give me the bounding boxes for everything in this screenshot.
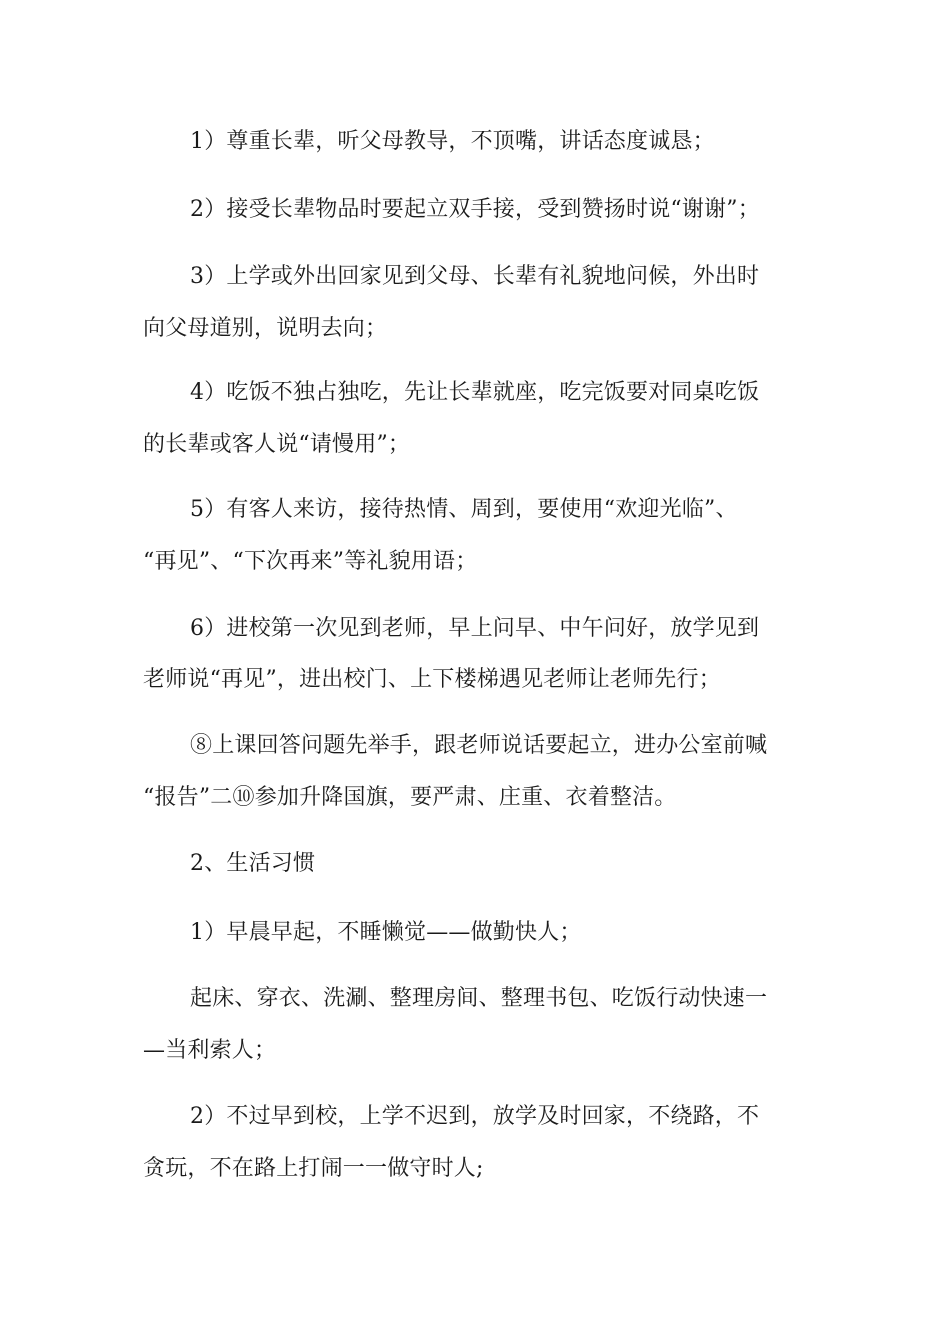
- text-line: 起床、穿衣、洗涮、整理房间、整理书包、吃饭行动快速一: [190, 986, 768, 1011]
- text-line: 2）接受长辈物品时要起立双手接，受到赞扬时说“谢谢”；: [190, 197, 760, 222]
- text-line: 4）吃饭不独占独吃，先让长辈就座，吃完饭要对同桌吃饭: [190, 380, 760, 405]
- text-line: 向父母道别，说明去向；: [143, 316, 388, 341]
- text-line: 贪玩，不在路上打闹一一做守时人;: [143, 1156, 484, 1181]
- text-line: 5）有客人来访，接待热情、周到，要使用“欢迎光临”、: [190, 497, 738, 522]
- section-heading: 2、生活习惯: [190, 851, 316, 876]
- text-line: —当利索人；: [143, 1038, 277, 1063]
- text-line: 6）进校第一次见到老师，早上问早、中午问好，放学见到: [190, 616, 760, 641]
- text-line: 的长辈或客人说“请慢用”；: [143, 432, 411, 457]
- text-line: “再见”、“下次再来”等礼貌用语；: [143, 549, 478, 574]
- text-line: 老师说“再见”，进出校门、上下楼梯遇见老师让老师先行；: [143, 667, 721, 692]
- text-line: ⑧上课回答问题先举手，跟老师说话要起立，进办公室前喊: [190, 733, 768, 758]
- text-line: 1）早晨早起，不睡懒觉——做勤快人；: [190, 920, 582, 945]
- text-line: 1）尊重长辈，听父母教导，不顶嘴，讲话态度诚恳；: [190, 129, 715, 154]
- text-line: 3）上学或外出回家见到父母、长辈有礼貌地问候，外出时: [190, 264, 760, 289]
- text-line: 2）不过早到校，上学不迟到，放学及时回家，不绕路，不: [190, 1104, 760, 1129]
- text-line: “报告”二⑩参加升降国旗，要严肃、庄重、衣着整洁。: [143, 785, 677, 810]
